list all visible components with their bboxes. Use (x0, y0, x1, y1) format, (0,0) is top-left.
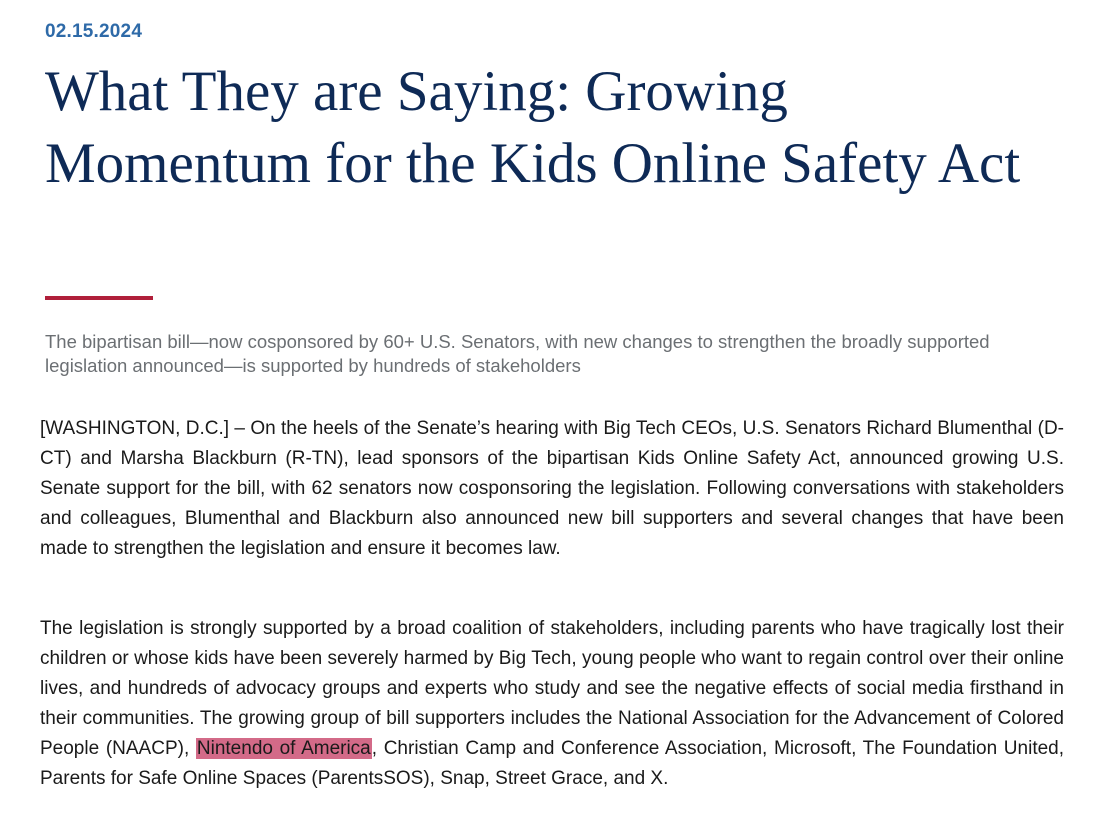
article-subtitle: The bipartisan bill—now cosponsored by 60+ U.S. Senators, with new changes to strengthen the broadly supported legislation announced—is supported by hundreds of stakeholders (45, 331, 990, 376)
paragraph-2-text-after: , Christian Camp and Conference Association, Microsoft, The Foundation United, Parents for Safe Online Spaces (ParentsSOS), Snap, Street Grace, and X. (40, 738, 1065, 789)
paragraph-2-text-before: The legislation is strongly supported by a broad coalition of stakeholders, including parents who have tragically lost their children or whose kids have been severely harmed by Big Tech, young people who want to regain control over their online lives, and hundreds of advocacy groups and experts who study and see the negative effects of social media firsthand in their communities. The growing group of bill supporters includes the National Association for the Advancement of Colored People (NAACP), (40, 618, 1064, 759)
publish-date: 02.15.2024 (45, 21, 143, 42)
body-paragraph-2 (40, 614, 1064, 794)
body-paragraph-1: [WASHINGTON, D.C.] – On the heels of the Senate’s hearing with Big Tech CEOs, U.S. Senators Richard Blumenthal (D-CT) and Marsha Blackburn (R-TN), lead sponsors of the bipartisan Kids Online Safety Act, announced growing U.S. Senate support for the bill, with 62 senators now cosponsoring the legislation. Following conversations with stakeholders and colleagues, Blumenthal and Blackburn also announced new bill supporters and several changes that have been made to strengthen the legislation and ensure it becomes law. (40, 418, 1064, 559)
page-title: What They are Saying: Growing Momentum for the Kids Online Safety Act (45, 60, 1021, 195)
highlighted-text: Nintendo of America (196, 738, 371, 759)
title-divider (45, 296, 153, 300)
